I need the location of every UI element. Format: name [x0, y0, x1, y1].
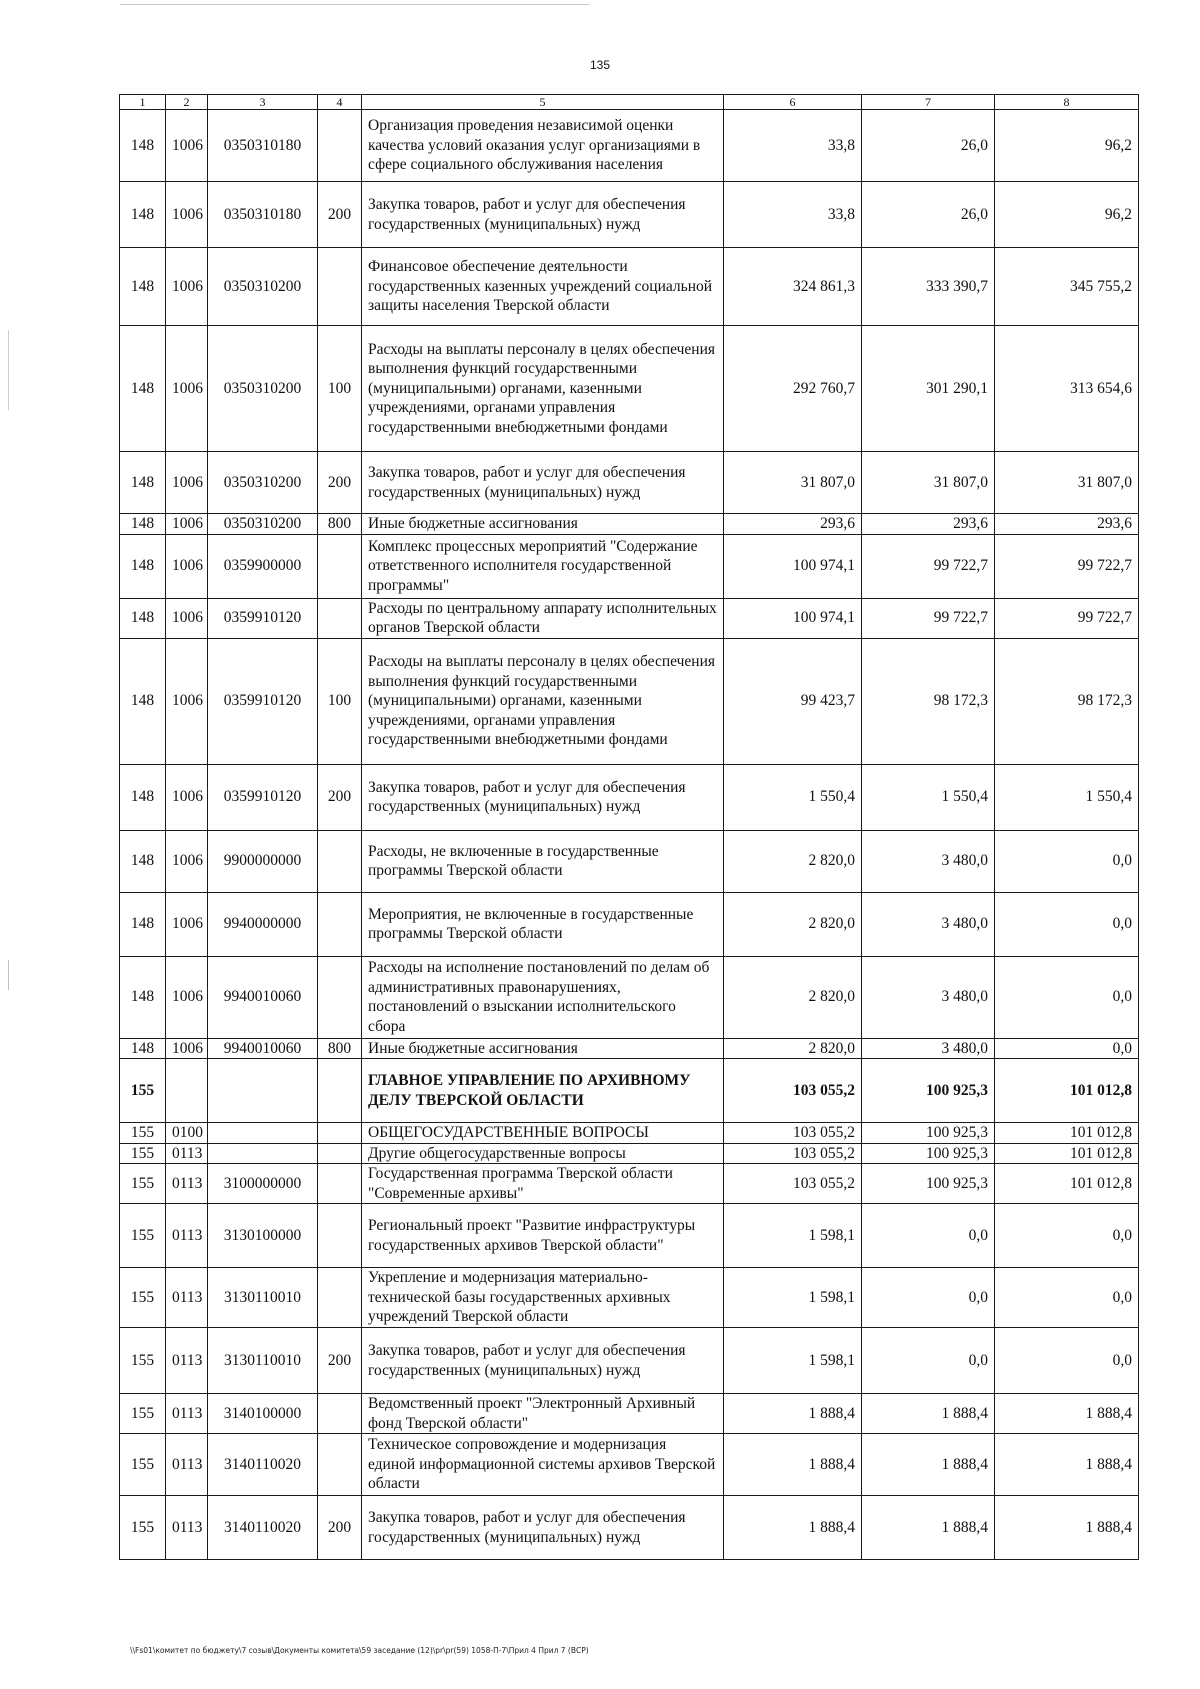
column-number-1: 1: [120, 95, 166, 110]
cell-amount-year2: 98 172,3: [862, 638, 995, 764]
cell-expense-type: [318, 1164, 362, 1204]
cell-target-article: 0350310200: [208, 452, 318, 514]
cell-section-code: 0113: [166, 1394, 208, 1434]
cell-section-code: 0113: [166, 1496, 208, 1560]
column-number-5: 5: [362, 95, 724, 110]
cell-admin-code: 155: [120, 1059, 166, 1123]
cell-expense-type: [318, 956, 362, 1038]
table-row: [120, 1394, 1139, 1434]
column-number-2: 2: [166, 95, 208, 110]
file-path-footer: \\Fs01\комитет по бюджету\7 созыв\Документы комитета\59 заседание (12)\pr\pr(59) 1058-П-7\Прил 4 Прил 7 (ВСР): [130, 1646, 589, 1655]
cell-target-article: 0359910120: [208, 598, 318, 638]
cell-amount-year2: 3 480,0: [862, 956, 995, 1038]
table-row: [120, 598, 1139, 638]
cell-admin-code: 155: [120, 1394, 166, 1434]
cell-target-article: 9940010060: [208, 1038, 318, 1059]
cell-section-code: 1006: [166, 248, 208, 326]
cell-expense-type: [318, 1143, 362, 1164]
cell-description: Организация проведения независимой оценки качества условий оказания услуг организациями в сфере социального обслуживания населения: [362, 110, 724, 182]
cell-section-code: 1006: [166, 764, 208, 830]
cell-amount-year2: 100 925,3: [862, 1143, 995, 1164]
cell-section-code: 0100: [166, 1123, 208, 1144]
cell-description: Комплекс процессных мероприятий "Содержание ответственного исполнителя государственной программы": [362, 534, 724, 598]
cell-target-article: [208, 1143, 318, 1164]
cell-target-article: 3140100000: [208, 1394, 318, 1434]
cell-section-code: 1006: [166, 182, 208, 248]
cell-amount-year3: 1 888,4: [995, 1496, 1139, 1560]
table-row: [120, 1143, 1139, 1164]
cell-amount-year1: 103 055,2: [724, 1059, 862, 1123]
cell-description: Мероприятия, не включенные в государственные программы Тверской области: [362, 892, 724, 956]
cell-expense-type: 800: [318, 514, 362, 535]
table-row: [120, 956, 1139, 1038]
cell-amount-year1: 2 820,0: [724, 1038, 862, 1059]
cell-amount-year2: 31 807,0: [862, 452, 995, 514]
cell-amount-year3: 0,0: [995, 1204, 1139, 1268]
cell-section-code: 1006: [166, 892, 208, 956]
table-row: [120, 1434, 1139, 1496]
cell-expense-type: 200: [318, 1496, 362, 1560]
cell-amount-year2: 1 888,4: [862, 1496, 995, 1560]
cell-target-article: 3140110020: [208, 1496, 318, 1560]
cell-description: Государственная программа Тверской области "Современные архивы": [362, 1164, 724, 1204]
cell-admin-code: 155: [120, 1496, 166, 1560]
cell-section-code: 1006: [166, 830, 208, 892]
cell-amount-year1: 31 807,0: [724, 452, 862, 514]
cell-amount-year2: 3 480,0: [862, 892, 995, 956]
scan-edge-mark: [8, 960, 9, 990]
cell-amount-year3: 31 807,0: [995, 452, 1139, 514]
cell-amount-year3: 0,0: [995, 892, 1139, 956]
cell-target-article: 3100000000: [208, 1164, 318, 1204]
cell-amount-year3: 99 722,7: [995, 534, 1139, 598]
table-row: [120, 326, 1139, 452]
table-row: [120, 534, 1139, 598]
cell-amount-year2: 301 290,1: [862, 326, 995, 452]
cell-target-article: 0350310180: [208, 110, 318, 182]
cell-amount-year3: 98 172,3: [995, 638, 1139, 764]
cell-section-code: 1006: [166, 452, 208, 514]
cell-amount-year1: 1 888,4: [724, 1496, 862, 1560]
table-row: [120, 892, 1139, 956]
cell-amount-year1: 292 760,7: [724, 326, 862, 452]
cell-admin-code: 148: [120, 452, 166, 514]
cell-amount-year2: 100 925,3: [862, 1123, 995, 1144]
cell-amount-year3: 96,2: [995, 182, 1139, 248]
cell-admin-code: 148: [120, 514, 166, 535]
table-body: [120, 110, 1139, 1560]
table-row: [120, 452, 1139, 514]
cell-expense-type: [318, 1394, 362, 1434]
cell-admin-code: 148: [120, 182, 166, 248]
cell-expense-type: 200: [318, 452, 362, 514]
cell-target-article: [208, 1059, 318, 1123]
cell-description: Региональный проект "Развитие инфраструктуры государственных архивов Тверской области": [362, 1204, 724, 1268]
cell-target-article: 3130110010: [208, 1328, 318, 1394]
table-row: [120, 1496, 1139, 1560]
cell-description: ГЛАВНОЕ УПРАВЛЕНИЕ ПО АРХИВНОМУ ДЕЛУ ТВЕРСКОЙ ОБЛАСТИ: [362, 1059, 724, 1123]
cell-target-article: 0359910120: [208, 764, 318, 830]
cell-section-code: 1006: [166, 638, 208, 764]
cell-admin-code: 148: [120, 638, 166, 764]
cell-amount-year1: 100 974,1: [724, 598, 862, 638]
cell-description: Иные бюджетные ассигнования: [362, 1038, 724, 1059]
cell-expense-type: [318, 1123, 362, 1144]
cell-amount-year1: 1 888,4: [724, 1434, 862, 1496]
cell-amount-year1: 324 861,3: [724, 248, 862, 326]
cell-admin-code: 148: [120, 534, 166, 598]
column-number-6: 6: [724, 95, 862, 110]
cell-admin-code: 148: [120, 892, 166, 956]
cell-amount-year1: 1 598,1: [724, 1328, 862, 1394]
cell-amount-year2: 0,0: [862, 1204, 995, 1268]
cell-amount-year2: 0,0: [862, 1268, 995, 1328]
cell-amount-year1: 2 820,0: [724, 830, 862, 892]
cell-amount-year3: 313 654,6: [995, 326, 1139, 452]
cell-section-code: 1006: [166, 956, 208, 1038]
cell-expense-type: [318, 1204, 362, 1268]
cell-amount-year1: 103 055,2: [724, 1143, 862, 1164]
cell-description: Закупка товаров, работ и услуг для обеспечения государственных (муниципальных) нужд: [362, 182, 724, 248]
table-row: [120, 638, 1139, 764]
table-row: [120, 110, 1139, 182]
cell-amount-year2: 99 722,7: [862, 534, 995, 598]
cell-amount-year3: 101 012,8: [995, 1059, 1139, 1123]
cell-amount-year1: 1 598,1: [724, 1268, 862, 1328]
cell-admin-code: 148: [120, 1038, 166, 1059]
cell-amount-year1: 33,8: [724, 110, 862, 182]
cell-admin-code: 155: [120, 1164, 166, 1204]
cell-description: Расходы на выплаты персоналу в целях обеспечения выполнения функций государственными (муниципальными) органами, казенными учреждениями, органами управления государственными внебюджетными фондами: [362, 326, 724, 452]
cell-expense-type: [318, 534, 362, 598]
cell-target-article: 9940000000: [208, 892, 318, 956]
cell-description: Закупка товаров, работ и услуг для обеспечения государственных (муниципальных) нужд: [362, 1496, 724, 1560]
cell-amount-year2: 26,0: [862, 110, 995, 182]
cell-section-code: [166, 1059, 208, 1123]
column-number-row: [120, 95, 1139, 110]
column-number-4: 4: [318, 95, 362, 110]
cell-expense-type: 800: [318, 1038, 362, 1059]
cell-amount-year3: 101 012,8: [995, 1143, 1139, 1164]
cell-amount-year3: 101 012,8: [995, 1164, 1139, 1204]
cell-admin-code: 148: [120, 248, 166, 326]
cell-description: Иные бюджетные ассигнования: [362, 514, 724, 535]
cell-target-article: 0359910120: [208, 638, 318, 764]
table-row: [120, 1268, 1139, 1328]
cell-amount-year1: 99 423,7: [724, 638, 862, 764]
column-number-8: 8: [995, 95, 1139, 110]
cell-section-code: 0113: [166, 1328, 208, 1394]
cell-description: Другие общегосударственные вопросы: [362, 1143, 724, 1164]
table-row: [120, 1059, 1139, 1123]
table-row: [120, 830, 1139, 892]
cell-expense-type: [318, 1434, 362, 1496]
cell-amount-year2: 26,0: [862, 182, 995, 248]
budget-table: [119, 94, 1139, 1560]
cell-amount-year3: 0,0: [995, 1268, 1139, 1328]
cell-amount-year2: 100 925,3: [862, 1059, 995, 1123]
cell-amount-year3: 345 755,2: [995, 248, 1139, 326]
cell-target-article: [208, 1123, 318, 1144]
column-number-3: 3: [208, 95, 318, 110]
cell-amount-year3: 0,0: [995, 1328, 1139, 1394]
cell-section-code: 1006: [166, 110, 208, 182]
cell-section-code: 0113: [166, 1268, 208, 1328]
cell-target-article: 3130110010: [208, 1268, 318, 1328]
cell-amount-year3: 96,2: [995, 110, 1139, 182]
cell-amount-year2: 1 550,4: [862, 764, 995, 830]
cell-admin-code: 148: [120, 598, 166, 638]
cell-expense-type: [318, 1268, 362, 1328]
cell-section-code: 1006: [166, 598, 208, 638]
table-row: [120, 514, 1139, 535]
cell-description: Закупка товаров, работ и услуг для обеспечения государственных (муниципальных) нужд: [362, 452, 724, 514]
cell-target-article: 0350310200: [208, 326, 318, 452]
cell-admin-code: 148: [120, 110, 166, 182]
cell-amount-year2: 99 722,7: [862, 598, 995, 638]
cell-amount-year3: 0,0: [995, 830, 1139, 892]
cell-expense-type: [318, 892, 362, 956]
cell-amount-year3: 293,6: [995, 514, 1139, 535]
cell-amount-year3: 0,0: [995, 1038, 1139, 1059]
cell-admin-code: 148: [120, 326, 166, 452]
cell-admin-code: 155: [120, 1204, 166, 1268]
cell-target-article: 0350310200: [208, 514, 318, 535]
cell-description: ОБЩЕГОСУДАРСТВЕННЫЕ ВОПРОСЫ: [362, 1123, 724, 1144]
cell-admin-code: 148: [120, 830, 166, 892]
table-row: [120, 1328, 1139, 1394]
column-number-7: 7: [862, 95, 995, 110]
cell-section-code: 1006: [166, 514, 208, 535]
cell-amount-year3: 1 888,4: [995, 1394, 1139, 1434]
cell-amount-year2: 100 925,3: [862, 1164, 995, 1204]
cell-amount-year2: 3 480,0: [862, 1038, 995, 1059]
cell-admin-code: 148: [120, 764, 166, 830]
cell-expense-type: 100: [318, 326, 362, 452]
cell-amount-year1: 1 598,1: [724, 1204, 862, 1268]
cell-description: Закупка товаров, работ и услуг для обеспечения государственных (муниципальных) нужд: [362, 764, 724, 830]
scan-edge-mark: [120, 4, 590, 5]
cell-amount-year2: 1 888,4: [862, 1434, 995, 1496]
cell-expense-type: 200: [318, 182, 362, 248]
cell-description: Расходы, не включенные в государственные программы Тверской области: [362, 830, 724, 892]
cell-description: Расходы на исполнение постановлений по делам об административных правонарушениях, постановлений о взыскании исполнительского сбора: [362, 956, 724, 1038]
cell-expense-type: [318, 598, 362, 638]
table-row: [120, 1204, 1139, 1268]
table-row: [120, 1164, 1139, 1204]
cell-target-article: 0359900000: [208, 534, 318, 598]
cell-amount-year1: 103 055,2: [724, 1123, 862, 1144]
cell-admin-code: 148: [120, 956, 166, 1038]
cell-section-code: 1006: [166, 534, 208, 598]
cell-section-code: 0113: [166, 1164, 208, 1204]
cell-amount-year3: 1 888,4: [995, 1434, 1139, 1496]
cell-expense-type: 200: [318, 764, 362, 830]
cell-amount-year1: 2 820,0: [724, 956, 862, 1038]
cell-expense-type: [318, 1059, 362, 1123]
cell-section-code: 0113: [166, 1143, 208, 1164]
cell-amount-year3: 101 012,8: [995, 1123, 1139, 1144]
cell-description: Закупка товаров, работ и услуг для обеспечения государственных (муниципальных) нужд: [362, 1328, 724, 1394]
cell-amount-year1: 1 550,4: [724, 764, 862, 830]
table-row: [120, 182, 1139, 248]
cell-amount-year2: 293,6: [862, 514, 995, 535]
page-number: 135: [589, 58, 611, 72]
cell-amount-year1: 100 974,1: [724, 534, 862, 598]
cell-amount-year3: 0,0: [995, 956, 1139, 1038]
cell-section-code: 0113: [166, 1204, 208, 1268]
table-row: [120, 764, 1139, 830]
cell-amount-year2: 1 888,4: [862, 1394, 995, 1434]
cell-target-article: 0350310180: [208, 182, 318, 248]
table-row: [120, 248, 1139, 326]
cell-section-code: 0113: [166, 1434, 208, 1496]
cell-description: Техническое сопровождение и модернизация единой информационной системы архивов Тверской области: [362, 1434, 724, 1496]
cell-description: Укрепление и модернизация материально-технической базы государственных архивных учреждений Тверской области: [362, 1268, 724, 1328]
cell-section-code: 1006: [166, 326, 208, 452]
cell-admin-code: 155: [120, 1434, 166, 1496]
cell-target-article: 3140110020: [208, 1434, 318, 1496]
cell-description: Финансовое обеспечение деятельности государственных казенных учреждений социальной защиты населения Тверской области: [362, 248, 724, 326]
cell-admin-code: 155: [120, 1143, 166, 1164]
cell-expense-type: [318, 248, 362, 326]
cell-admin-code: 155: [120, 1328, 166, 1394]
cell-amount-year1: 103 055,2: [724, 1164, 862, 1204]
scan-edge-mark: [8, 330, 9, 410]
cell-amount-year1: 293,6: [724, 514, 862, 535]
cell-admin-code: 155: [120, 1123, 166, 1144]
cell-section-code: 1006: [166, 1038, 208, 1059]
cell-expense-type: 100: [318, 638, 362, 764]
cell-amount-year2: 0,0: [862, 1328, 995, 1394]
cell-amount-year3: 1 550,4: [995, 764, 1139, 830]
table-row: [120, 1123, 1139, 1144]
cell-target-article: 0350310200: [208, 248, 318, 326]
cell-target-article: 9940010060: [208, 956, 318, 1038]
cell-amount-year1: 1 888,4: [724, 1394, 862, 1434]
cell-target-article: 9900000000: [208, 830, 318, 892]
cell-expense-type: [318, 110, 362, 182]
cell-description: Расходы на выплаты персоналу в целях обеспечения выполнения функций государственными (муниципальными) органами, казенными учреждениями, органами управления государственными внебюджетными фондами: [362, 638, 724, 764]
cell-description: Расходы по центральному аппарату исполнительных органов Тверской области: [362, 598, 724, 638]
cell-amount-year1: 33,8: [724, 182, 862, 248]
cell-description: Ведомственный проект "Электронный Архивный фонд Тверской области": [362, 1394, 724, 1434]
cell-expense-type: [318, 830, 362, 892]
cell-amount-year1: 2 820,0: [724, 892, 862, 956]
cell-admin-code: 155: [120, 1268, 166, 1328]
cell-amount-year3: 99 722,7: [995, 598, 1139, 638]
cell-target-article: 3130100000: [208, 1204, 318, 1268]
cell-expense-type: 200: [318, 1328, 362, 1394]
cell-amount-year2: 3 480,0: [862, 830, 995, 892]
cell-amount-year2: 333 390,7: [862, 248, 995, 326]
table-row: [120, 1038, 1139, 1059]
